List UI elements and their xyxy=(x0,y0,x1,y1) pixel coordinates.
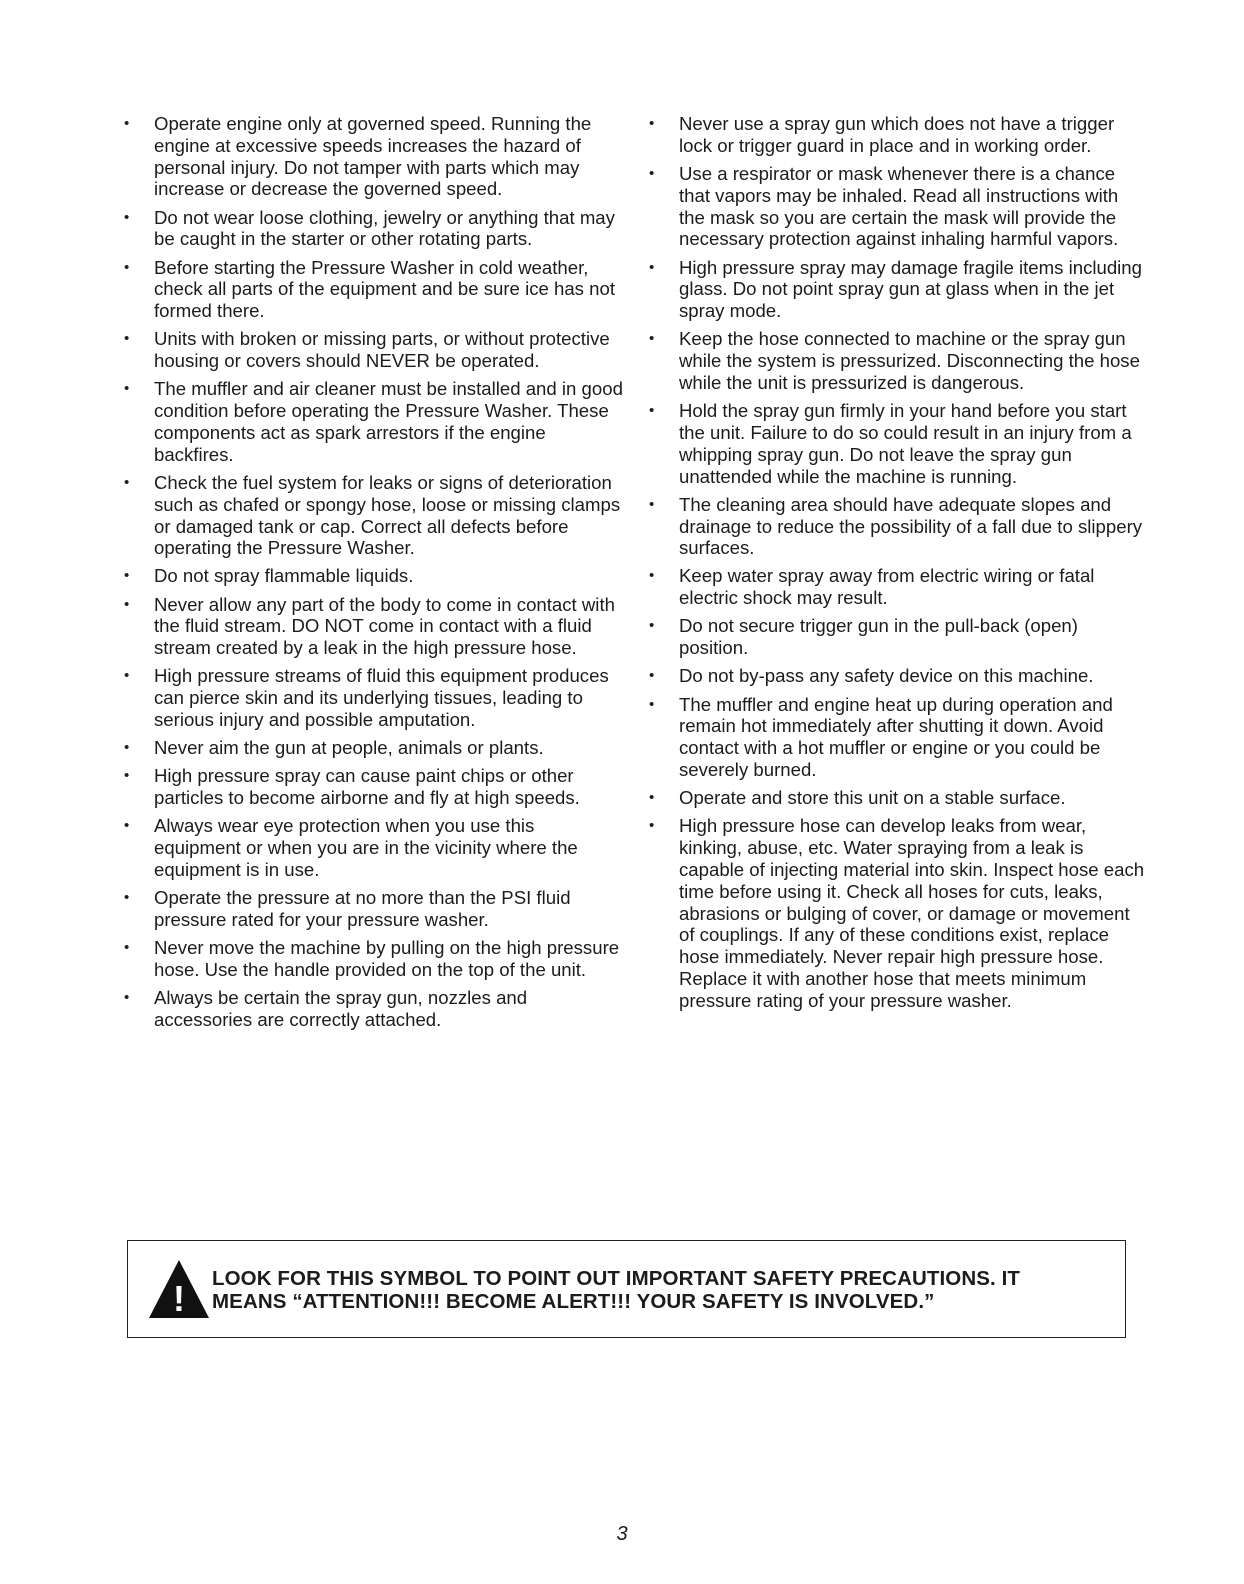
bullet-item xyxy=(120,887,625,931)
bullet-icon: • xyxy=(124,258,130,276)
bullet-item xyxy=(645,328,1145,393)
bullet-icon: • xyxy=(124,595,130,613)
bullet-icon: • xyxy=(649,567,655,585)
bullet-text: The muffler and engine heat up during operation and remain hot immediately after shutting it down. Avoid contact with a hot muffler or engine or you could be severely burned. xyxy=(679,693,1113,781)
bullet-item xyxy=(645,615,1145,659)
safety-alert-text: LOOK FOR THIS SYMBOL TO POINT OUT IMPORTANT SAFETY PRECAUTIONS. IT MEANS “ATTENTION!!! BECOME ALERT!!! YOUR SAFETY IS INVOLVED.” xyxy=(212,1267,1021,1313)
bullet-text: Never move the machine by pulling on the high pressure hose. Use the handle provided on the top of the unit. xyxy=(154,937,620,980)
bullet-text: Hold the spray gun firmly in your hand before you start the unit. Failure to do so could result in an injury from a whipping spray gun. Do not leave the spray gun unattended while the machine is running. xyxy=(679,400,1132,487)
bullet-item xyxy=(645,565,1145,609)
bullet-icon: • xyxy=(649,617,655,635)
bullet-text: Never allow any part of the body to come in contact with the fluid stream. DO NOT come in contact with a fluid stream created by a leak in the high pressure hose. xyxy=(154,593,615,659)
bullet-icon: • xyxy=(649,495,655,513)
bullet-item xyxy=(645,665,1145,687)
bullet-icon: • xyxy=(649,164,655,182)
bullet-text: Do not wear loose clothing, jewelry or anything that may be caught in the starter or other rotating parts. xyxy=(154,206,615,250)
bullet-item xyxy=(120,987,625,1031)
bullet-item xyxy=(120,665,625,730)
bullet-icon: • xyxy=(124,208,130,226)
bullet-text: Always wear eye protection when you use this equipment or when you are in the vicinity where the equipment is in use. xyxy=(154,815,578,880)
bullet-text: The cleaning area should have adequate slopes and drainage to reduce the possibility of a fall due to slippery surfaces. xyxy=(679,493,1143,559)
bullet-item xyxy=(120,737,625,759)
bullet-item xyxy=(120,937,625,981)
bullet-icon: • xyxy=(124,989,130,1007)
bullet-text: Use a respirator or mask whenever there is a chance that vapors may be inhaled. Read all instructions with the mask so you are certain the mask will provide the necessary protection against inhaling harmful vapors. xyxy=(679,162,1119,250)
bullet-text: Do not spray flammable liquids. xyxy=(154,565,414,587)
bullet-text: Operate the pressure at no more than the PSI fluid pressure rated for your pressure washer. xyxy=(154,887,571,930)
bullet-text: Check the fuel system for leaks or signs of deterioration such as chafed or spongy hose, loose or missing clamps or damaged tank or cap. Correct all defects before operating the Pressure Washer. xyxy=(154,471,621,559)
bullet-text: Never use a spray gun which does not have a trigger lock or trigger guard in place and in working order. xyxy=(679,113,1115,156)
bullet-icon: • xyxy=(124,739,130,757)
bullet-icon: • xyxy=(124,817,130,835)
bullet-icon: • xyxy=(124,767,130,785)
bullet-item xyxy=(120,207,625,251)
bullet-icon: • xyxy=(649,817,655,835)
page-number: 3 xyxy=(616,1523,628,1545)
bullet-item xyxy=(120,257,625,322)
bullet-text: Operate engine only at governed speed. Running the engine at excessive speeds increases the hazard of personal injury. Do not tamper with parts which may increase or decrease the governed speed. xyxy=(154,113,592,200)
bullet-text: The muffler and air cleaner must be installed and in good condition before operating the Pressure Washer. These components act as spark arrestors if the engine backfires. xyxy=(154,378,623,465)
bullet-text: Units with broken or missing parts, or without protective housing or covers should NEVER be operated. xyxy=(154,328,610,372)
bullet-text: Before starting the Pressure Washer in cold weather, check all parts of the equipment and be sure ice has not formed there. xyxy=(154,256,615,322)
bullet-item xyxy=(645,494,1145,559)
right-column xyxy=(645,113,1145,1018)
bullet-text: High pressure spray can cause paint chips or other particles to become airborne and fly at high speeds. xyxy=(154,765,580,809)
warning-triangle-icon xyxy=(146,1256,212,1322)
bullet-icon: • xyxy=(124,330,130,348)
bullet-icon: • xyxy=(124,939,130,957)
svg-text:!: ! xyxy=(173,1278,185,1319)
bullet-icon: • xyxy=(649,695,655,713)
safety-list-left xyxy=(120,113,625,1031)
bullet-item xyxy=(120,378,625,465)
bullet-item xyxy=(645,257,1145,322)
bullet-item xyxy=(645,694,1145,781)
bullet-text: Always be certain the spray gun, nozzles and accessories are correctly attached. xyxy=(154,987,528,1030)
left-column xyxy=(120,113,625,1037)
bullet-icon: • xyxy=(649,402,655,420)
bullet-item xyxy=(120,594,625,659)
bullet-text: Do not secure trigger gun in the pull-back (open) position. xyxy=(679,615,1078,659)
bullet-icon: • xyxy=(649,667,655,685)
bullet-text: Keep water spray away from electric wiring or fatal electric shock may result. xyxy=(679,565,1095,609)
bullet-icon: • xyxy=(124,473,130,491)
bullet-text: Never aim the gun at people, animals or plants. xyxy=(154,737,544,759)
bullet-icon: • xyxy=(649,789,655,807)
bullet-text: High pressure spray may damage fragile items including glass. Do not point spray gun at glass when in the jet spray mode. xyxy=(679,256,1142,322)
bullet-item xyxy=(120,328,625,372)
bullet-text: High pressure hose can develop leaks from wear, kinking, abuse, etc. Water spraying from a leak is capable of injecting material into skin. Inspect hose each time before using it. Check all hoses for cuts, leaks, abrasions or bulging of cover, or damage or movement of couplings. If any of these conditions exist, replace hose immediately. Never repair high pressure hose. Replace it with another hose that meets minimum pressure rating of your pressure washer. xyxy=(679,815,1145,1011)
bullet-text: Operate and store this unit on a stable surface. xyxy=(679,787,1066,809)
bullet-text: Do not by-pass any safety device on this machine. xyxy=(679,665,1094,687)
bullet-icon: • xyxy=(124,889,130,907)
bullet-item xyxy=(120,565,625,587)
bullet-item xyxy=(120,815,625,880)
bullet-icon: • xyxy=(124,380,130,398)
bullet-icon: • xyxy=(124,115,130,132)
bullet-item xyxy=(645,163,1145,250)
bullet-item xyxy=(120,113,625,200)
bullet-item xyxy=(645,787,1145,809)
safety-list-right xyxy=(645,113,1145,1012)
safety-alert-box xyxy=(127,1240,1126,1338)
bullet-icon: • xyxy=(124,667,130,685)
bullet-item xyxy=(645,113,1145,157)
bullet-icon: • xyxy=(649,330,655,348)
bullet-text: High pressure streams of fluid this equipment produces can pierce skin and its underlying tissues, leading to serious injury and possible amputation. xyxy=(154,665,609,731)
bullet-text: Keep the hose connected to machine or the spray gun while the system is pressurized. Disconnecting the hose while the unit is pressurized is dangerous. xyxy=(679,328,1140,393)
bullet-item xyxy=(120,472,625,559)
bullet-item xyxy=(120,765,625,809)
bullet-item xyxy=(645,815,1145,1011)
bullet-icon: • xyxy=(124,567,130,585)
bullet-icon: • xyxy=(649,115,655,132)
bullet-icon: • xyxy=(649,258,655,276)
bullet-item xyxy=(645,400,1145,487)
